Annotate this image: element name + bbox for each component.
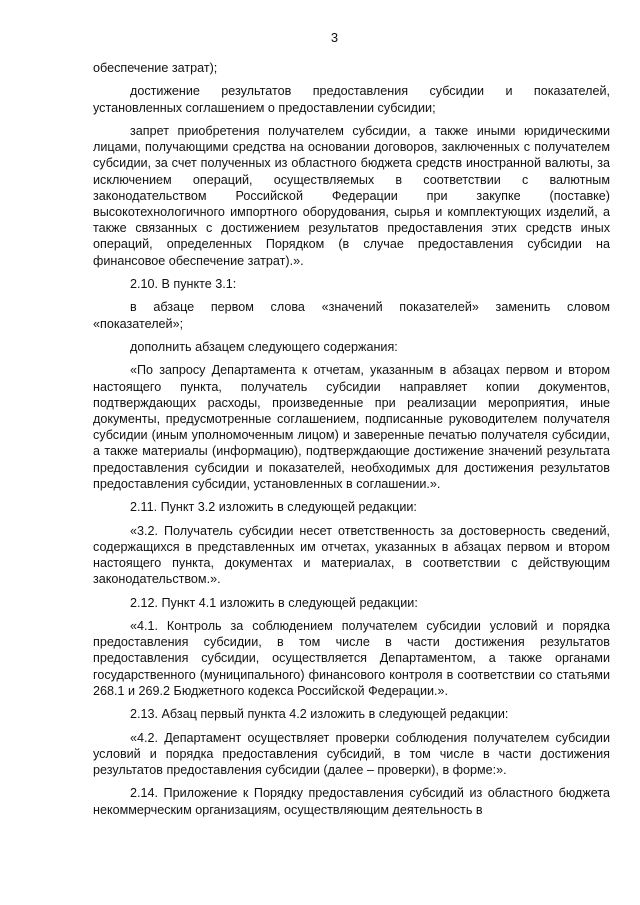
paragraph: 2.11. Пункт 3.2 изложить в следующей редакции: (130, 500, 417, 515)
paragraph: 2.14. Приложение к Порядку предоставления субсидий из областного бюджета некоммерческим организациям, осуществляющим деятельность в (93, 786, 610, 817)
paragraph: достижение результатов предоставления субсидии и показателей, установленных соглашением о предоставлении субсидии; (93, 84, 610, 115)
paragraph: «4.1. Контроль за соблюдением получателем субсидии условий и порядка предоставления субсидии, в том числе в части достижения результатов предоставления субсидии, осуществляется Департаментом, а также органами государственного (муниципального) финансового контроля в соответствии со статьями 268.1 и 269.2 Бюджетного кодекса Российской Федерации.». (93, 618, 610, 698)
paragraph: «По запросу Департамента к отчетам, указанным в абзацах первом и втором настоящего пункта, получатель субсидии направляет копии документов, подтверждающих расходы, произведенные при реализации мероприятия, иные документы, предусмотренные соглашением, подписанные руководителем получателя субсидии (иным уполномоченным лицом) и заверенные печатью получателя субсидии, а также материалы (информацию), подтверждающие достижение значений результата предоставления субсидии и показателей, необходимых для достижения результатов предоставления субсидии, установленных в соглашении.». (93, 363, 610, 491)
page-number: 3 (330, 30, 339, 45)
paragraph: «4.2. Департамент осуществляет проверки соблюдения получателем субсидии условий и порядка предоставления субсидий, в том числе в части достижения результатов предоставления субсидии (далее – проверки), в форме:». (93, 730, 610, 777)
paragraph: «3.2. Получатель субсидии несет ответственность за достоверность сведений, содержащихся в представленных им отчетах, указанных в абзацах первом и втором настоящего пункта, документах и материалах, в соответствии с действующим законодательством.». (93, 523, 610, 587)
paragraph: 2.13. Абзац первый пункта 4.2 изложить в следующей редакции: (130, 707, 509, 722)
paragraph: 2.10. В пункте 3.1: (130, 277, 237, 291)
paragraph: обеспечение затрат); (93, 61, 218, 75)
paragraph: в абзаце первом слова «значений показателей» заменить словом «показателей»; (93, 300, 610, 331)
paragraph: дополнить абзацем следующего содержания: (130, 339, 398, 354)
document-body (93, 60, 610, 818)
paragraph: 2.12. Пункт 4.1 изложить в следующей редакции: (130, 595, 418, 610)
paragraph: запрет приобретения получателем субсидии, а также иными юридическими лицами, получающими средства на основании договоров, заключенных с получателем субсидии, за счет полученных из областного бюджета средств иностранной валюты, за исключением операций, осуществляемых в соответствии с валютным законодательством Российской Федерации при закупке (поставке) высокотехнологичного импортного оборудования, сырья и комплектующих изделий, а также связанных с достижением результатов предоставления этих средств иных операций, определенных Порядком (в случае предоставления субсидии на финансовое обеспечение затрат).». (93, 123, 610, 268)
